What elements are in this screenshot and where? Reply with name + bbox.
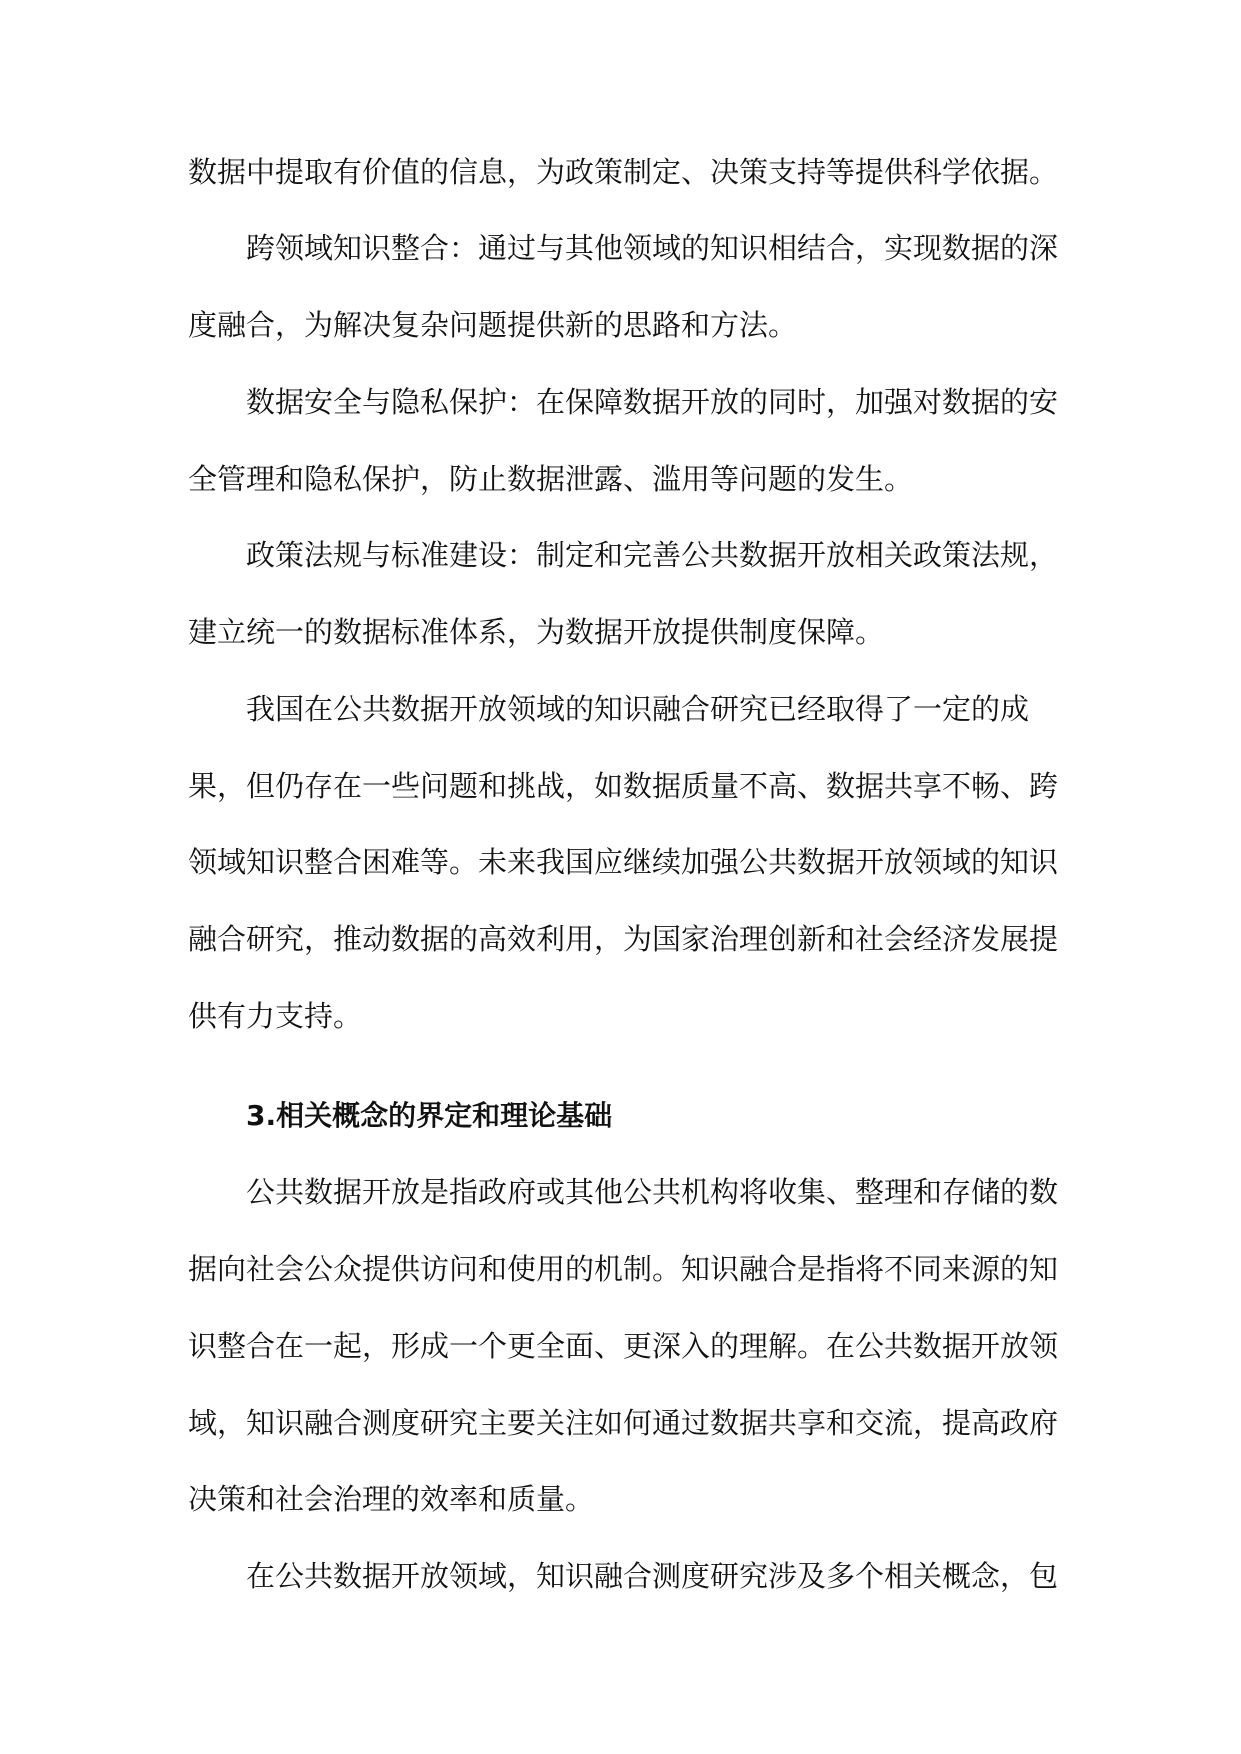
paragraph-line: 度融合，为解决复杂问题提供新的思路和方法。 [188,308,798,342]
paragraph-line: 公共数据开放是指政府或其他公共机构将收集、整理和存储的数 [246,1175,1059,1209]
paragraph-line: 领域知识整合困难等。未来我国应继续加强公共数据开放领域的知识 [188,845,1059,879]
paragraph-line: 果，但仍存在一些问题和挑战，如数据质量不高、数据共享不畅、跨 [188,769,1059,803]
paragraph-line: 全管理和隐私保护，防止数据泄露、滥用等问题的发生。 [188,462,914,496]
paragraph-line: 跨领域知识整合：通过与其他领域的知识相结合，实现数据的深 [246,231,1059,265]
paragraph-line: 域，知识融合测度研究主要关注如何通过数据共享和交流，提高政府 [188,1406,1059,1440]
section-heading: 3.相关概念的界定和理论基础 [246,1099,613,1132]
paragraph-line: 数据安全与隐私保护：在保障数据开放的同时，加强对数据的安 [246,385,1059,419]
paragraph-line: 据向社会公众提供访问和使用的机制。知识融合是指将不同来源的知 [188,1252,1059,1286]
paragraph-line: 我国在公共数据开放领域的知识融合研究已经取得了一定的成 [246,692,1030,726]
paragraph-line: 建立统一的数据标准体系，为数据开放提供制度保障。 [188,615,885,649]
paragraph-line: 决策和社会治理的效率和质量。 [188,1482,595,1516]
paragraph-line: 数据中提取有价值的信息，为政策制定、决策支持等提供科学依据。 [188,155,1059,189]
paragraph-line: 融合研究，推动数据的高效利用，为国家治理创新和社会经济发展提 [188,922,1059,956]
paragraph-line: 供有力支持。 [188,999,363,1033]
paragraph-line: 识整合在一起，形成一个更全面、更深入的理解。在公共数据开放领 [188,1329,1059,1363]
paragraph-line: 在公共数据开放领域，知识融合测度研究涉及多个相关概念，包 [246,1559,1059,1593]
paragraph-line: 政策法规与标准建设：制定和完善公共数据开放相关政策法规， [246,538,1059,572]
